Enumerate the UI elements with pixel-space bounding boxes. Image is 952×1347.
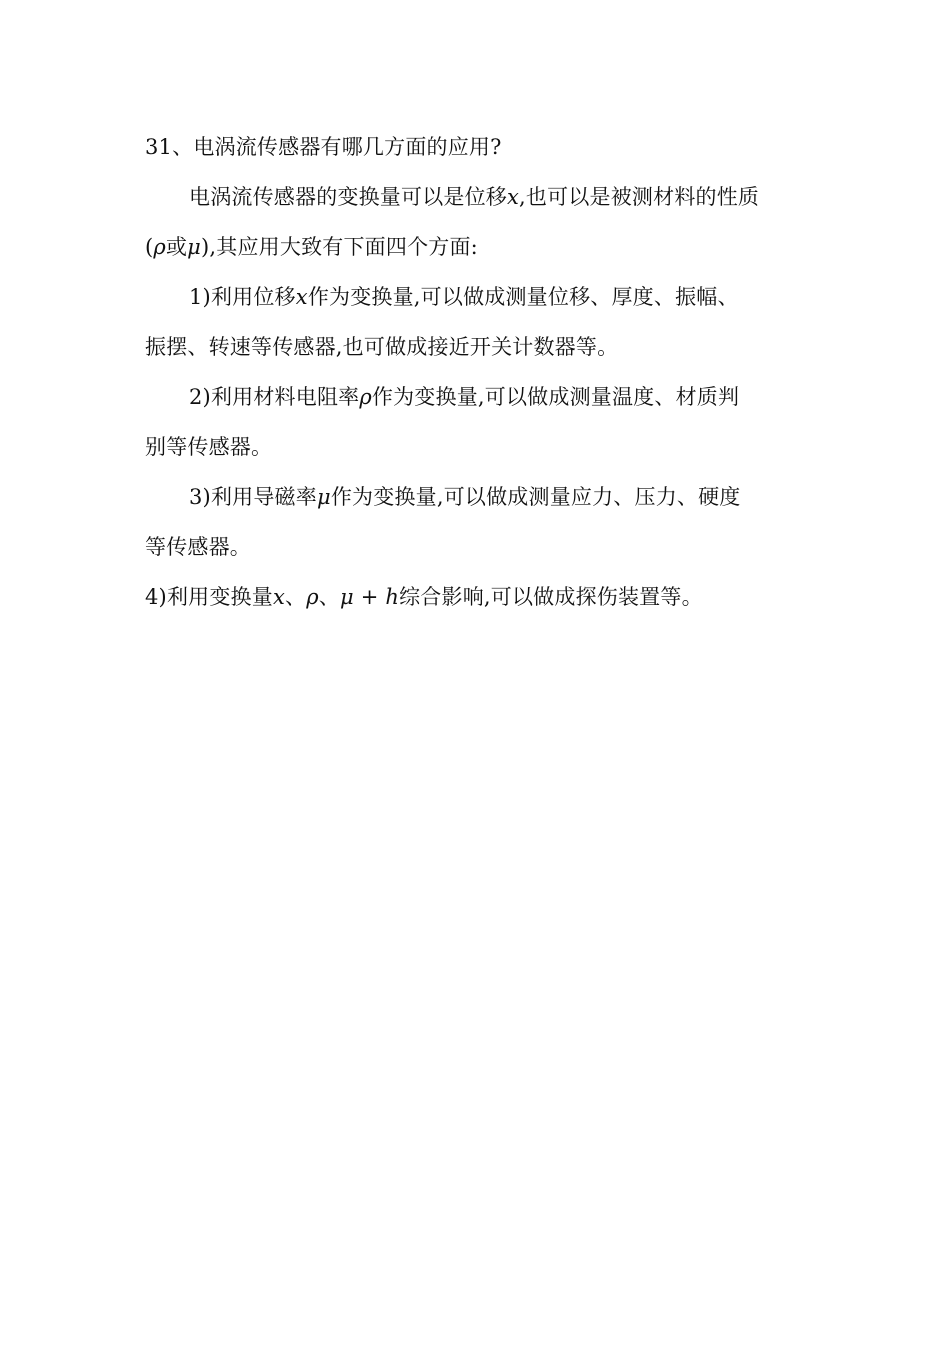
item-text: 1)利用位移 <box>189 285 296 309</box>
item-text: 别等传感器。 <box>145 435 273 459</box>
document-content <box>145 122 813 622</box>
item-text: 作为变换量,可以做成测量应力、压力、硬度 <box>330 485 741 509</box>
item-text: 2)利用材料电阻率 <box>189 385 360 409</box>
intro-text: 电涡流传感器的变换量可以是位移 <box>189 185 507 209</box>
item-3-line-1 <box>145 472 813 522</box>
question-text: 31、电涡流传感器有哪几方面的应用? <box>145 135 502 159</box>
item-2-line-1 <box>145 372 813 422</box>
item-text: 3)利用导磁率 <box>189 485 317 509</box>
intro-text: 或 <box>165 235 188 259</box>
question-heading <box>145 122 813 172</box>
intro-line-1 <box>145 172 813 222</box>
item-3-line-2 <box>145 522 813 572</box>
intro-text: ,也可以是被测材料的性质 <box>519 185 760 209</box>
item-text: 4)利用变换量 <box>145 585 273 609</box>
item-2-line-2 <box>145 422 813 472</box>
math-symbol-rho: ρ <box>306 585 319 609</box>
intro-text: ),其应用大致有下面四个方面: <box>201 235 478 259</box>
item-text: 作为变换量,可以做成测量温度、材质判 <box>371 385 740 409</box>
math-symbol-rho: ρ <box>153 235 166 259</box>
item-1-line-1 <box>145 272 813 322</box>
math-symbol-rho: ρ <box>359 385 372 409</box>
item-text: 综合影响,可以做成探伤装置等。 <box>399 585 703 609</box>
intro-line-2 <box>145 222 813 272</box>
math-symbol-x: x <box>295 285 308 309</box>
item-text: 、 <box>285 585 307 609</box>
item-1-line-2 <box>145 322 813 372</box>
item-text: 、 <box>318 585 340 609</box>
math-expression-mu-plus-h: μ + h <box>339 585 400 609</box>
math-symbol-x: x <box>272 585 286 609</box>
item-text: 作为变换量,可以做成测量位移、厚度、振幅、 <box>307 285 739 309</box>
intro-text: ( <box>145 235 154 259</box>
item-text: 振摆、转速等传感器,也可做成接近开关计数器等。 <box>145 335 619 359</box>
math-symbol-x: x <box>507 185 520 209</box>
math-symbol-mu: μ <box>187 235 202 259</box>
item-text: 等传感器。 <box>145 535 251 559</box>
math-symbol-mu: μ <box>316 485 331 509</box>
item-4-line-1 <box>145 572 813 622</box>
